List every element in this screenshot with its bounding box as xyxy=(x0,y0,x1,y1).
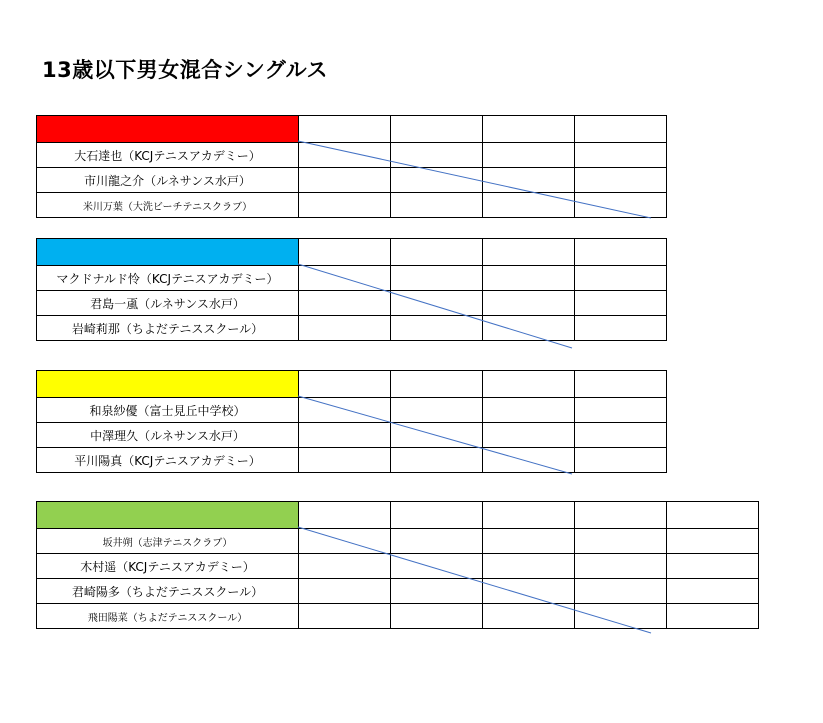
player-name: 市川龍之介（ルネサンス水戸） xyxy=(37,168,299,193)
score-cell xyxy=(483,291,575,316)
score-cell xyxy=(575,316,667,341)
score-cell xyxy=(299,316,391,341)
player-row xyxy=(37,143,667,168)
player-name: 岩崎莉那（ちよだテニススクール） xyxy=(37,316,299,341)
score-cell xyxy=(483,143,575,168)
league-color-header xyxy=(37,239,299,266)
player-row xyxy=(37,291,667,316)
player-row xyxy=(37,604,759,629)
score-cell xyxy=(299,398,391,423)
score-cell xyxy=(391,398,483,423)
score-cell xyxy=(575,143,667,168)
header-cell xyxy=(299,116,391,143)
score-cell xyxy=(483,554,575,579)
score-cell xyxy=(483,448,575,473)
score-cell xyxy=(667,554,759,579)
player-row xyxy=(37,423,667,448)
score-cell xyxy=(391,448,483,473)
player-row xyxy=(37,398,667,423)
score-cell xyxy=(575,448,667,473)
header-cell xyxy=(483,239,575,266)
header-cell xyxy=(391,239,483,266)
league-table-green xyxy=(36,501,759,629)
score-cell xyxy=(575,398,667,423)
score-cell xyxy=(575,423,667,448)
header-cell xyxy=(575,371,667,398)
score-cell xyxy=(575,579,667,604)
score-cell xyxy=(483,168,575,193)
score-cell xyxy=(391,143,483,168)
score-cell xyxy=(483,398,575,423)
player-row xyxy=(37,579,759,604)
player-row xyxy=(37,193,667,218)
page-title: 13歳以下男女混合シングルス xyxy=(42,58,329,82)
score-cell xyxy=(483,604,575,629)
header-cell xyxy=(575,239,667,266)
score-cell xyxy=(391,316,483,341)
header-cell xyxy=(299,239,391,266)
score-cell xyxy=(483,193,575,218)
score-cell xyxy=(391,604,483,629)
header-cell xyxy=(391,116,483,143)
player-row xyxy=(37,529,759,554)
header-cell xyxy=(667,502,759,529)
score-cell xyxy=(483,316,575,341)
league-table-yellow xyxy=(36,370,667,473)
league-color-header xyxy=(37,502,299,529)
player-name: マクドナルド怜（KCJテニスアカデミー） xyxy=(37,266,299,291)
score-cell xyxy=(299,579,391,604)
player-row xyxy=(37,168,667,193)
player-name: 和泉紗優（富士見丘中学校） xyxy=(37,398,299,423)
score-cell xyxy=(299,554,391,579)
score-cell xyxy=(299,143,391,168)
header-cell xyxy=(575,502,667,529)
player-name: 中澤理久（ルネサンス水戸） xyxy=(37,423,299,448)
score-cell xyxy=(483,529,575,554)
score-cell xyxy=(391,193,483,218)
score-cell xyxy=(575,193,667,218)
player-row xyxy=(37,448,667,473)
score-cell xyxy=(575,529,667,554)
score-cell xyxy=(391,579,483,604)
score-cell xyxy=(483,266,575,291)
score-cell xyxy=(483,579,575,604)
score-cell xyxy=(391,266,483,291)
score-cell xyxy=(667,579,759,604)
score-cell xyxy=(299,291,391,316)
header-cell xyxy=(299,371,391,398)
score-cell xyxy=(391,529,483,554)
player-row xyxy=(37,316,667,341)
header-cell xyxy=(575,116,667,143)
header-cell xyxy=(483,116,575,143)
player-name: 大石達也（KCJテニスアカデミー） xyxy=(37,143,299,168)
score-cell xyxy=(391,168,483,193)
league-table-blue xyxy=(36,238,667,341)
score-cell xyxy=(667,604,759,629)
score-cell xyxy=(391,554,483,579)
score-cell xyxy=(575,604,667,629)
player-name: 坂井朔（志津テニスクラブ） xyxy=(37,529,299,554)
score-cell xyxy=(299,604,391,629)
player-row xyxy=(37,554,759,579)
league-color-header xyxy=(37,371,299,398)
score-cell xyxy=(667,529,759,554)
player-name: 飛田陽菜（ちよだテニススクール） xyxy=(37,604,299,629)
player-name: 平川陽真（KCJテニスアカデミー） xyxy=(37,448,299,473)
score-cell xyxy=(299,423,391,448)
league-table-red xyxy=(36,115,667,218)
score-cell xyxy=(575,554,667,579)
player-row xyxy=(37,266,667,291)
league-color-header xyxy=(37,116,299,143)
score-cell xyxy=(299,266,391,291)
score-cell xyxy=(575,291,667,316)
player-name: 米川万葉（大洗ビーチテニスクラブ） xyxy=(37,193,299,218)
header-cell xyxy=(391,371,483,398)
player-name: 君島一颪（ルネサンス水戸） xyxy=(37,291,299,316)
header-cell xyxy=(483,371,575,398)
score-cell xyxy=(299,448,391,473)
score-cell xyxy=(391,423,483,448)
header-cell xyxy=(391,502,483,529)
score-cell xyxy=(575,266,667,291)
header-cell xyxy=(483,502,575,529)
score-cell xyxy=(391,291,483,316)
player-name: 君崎陽多（ちよだテニススクール） xyxy=(37,579,299,604)
score-cell xyxy=(483,423,575,448)
score-cell xyxy=(299,168,391,193)
player-name: 木村遥（KCJテニスアカデミー） xyxy=(37,554,299,579)
score-cell xyxy=(299,193,391,218)
header-cell xyxy=(299,502,391,529)
score-cell xyxy=(299,529,391,554)
score-cell xyxy=(575,168,667,193)
